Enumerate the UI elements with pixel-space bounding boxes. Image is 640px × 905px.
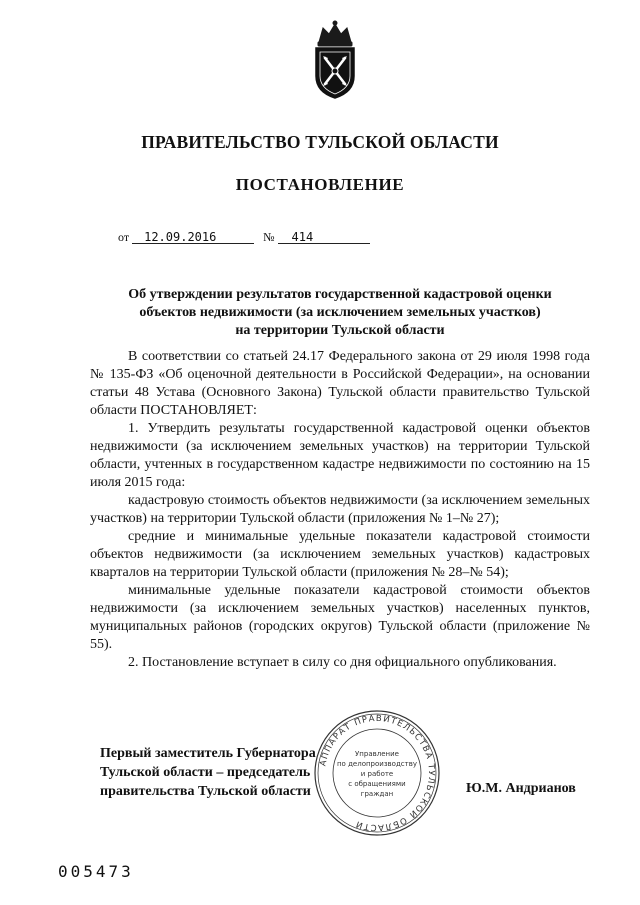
document-number: 414 [278,231,370,244]
subject-line: объектов недвижимости (за исключением земельных участков) [139,305,541,320]
official-stamp-icon [312,708,442,838]
document-subject [100,286,580,340]
stamp-center-line: граждан [360,790,394,798]
document-body [90,348,590,672]
body-paragraph-item-1: 1. Утвердить результаты государственной кадастровой оценки объектов недвижимости (за исключением земельных участков) на территории Тульской области, учтенных в государственном кадастре недвижимости по состоянию на 15 июля 2015 года: [90,421,590,490]
signer-position-line: Тульской области – председатель [100,765,311,780]
government-title: ПРАВИТЕЛЬСТВО ТУЛЬСКОЙ ОБЛАСТИ [141,132,499,152]
document-date: 12.09.2016 [132,231,254,244]
signer-position-line: правительства Тульской области [100,784,311,799]
stamp-center-line: и работе [360,770,394,778]
signer-position-line: Первый заместитель Губернатора [100,746,316,761]
body-paragraph-subitem: минимальные удельные показатели кадастровой стоимости объектов недвижимости (за исключением земельных участков) населенных пунктов, муниципальных районов (городских округов) Тульской области (приложение № 55). [90,583,590,652]
stamp-ring-text: АППАРАТ ПРАВИТЕЛЬСТВА ТУЛЬСКОЙ ОБЛАСТИ [318,713,437,833]
document-type: ПОСТАНОВЛЕНИЕ [235,175,405,194]
registration-number: 005473 [58,862,134,881]
body-paragraph-subitem: средние и минимальные удельные показатели кадастровой стоимости объектов недвижимости (за исключением земельных участков) кадастровых кварталов на территории Тульской области (приложения № 28–№ 54); [90,529,590,580]
body-paragraph-preamble: В соответствии со статьей 24.17 Федерального закона от 29 июля 1998 года № 135-ФЗ «Об оценочной деятельности в Российской Федерации», на основании статьи 48 Устава (Основного Закона) Тульской области правительство Тульской области ПОСТАНОВЛЯЕТ: [90,349,590,418]
stamp-center-line: по делопроизводству [336,760,418,768]
subject-line: Об утверждении результатов государственной кадастровой оценки [128,287,552,302]
body-paragraph-item-2: 2. Постановление вступает в силу со дня официального опубликования. [128,655,557,670]
date-number-line [118,230,370,245]
subject-line: на территории Тульской области [235,323,445,338]
signer-name: Ю.М. Андрианов [466,781,576,796]
number-label: № [263,230,275,244]
body-paragraph-subitem: кадастровую стоимость объектов недвижимости (за исключением земельных участков) на территории Тульской области (приложения № 1–№ 27); [90,493,590,526]
stamp-center-line: Управление [355,750,399,758]
date-label: от [118,230,130,244]
stamp-center-line: с обращениями [348,780,406,788]
coat-of-arms-icon [305,20,365,100]
